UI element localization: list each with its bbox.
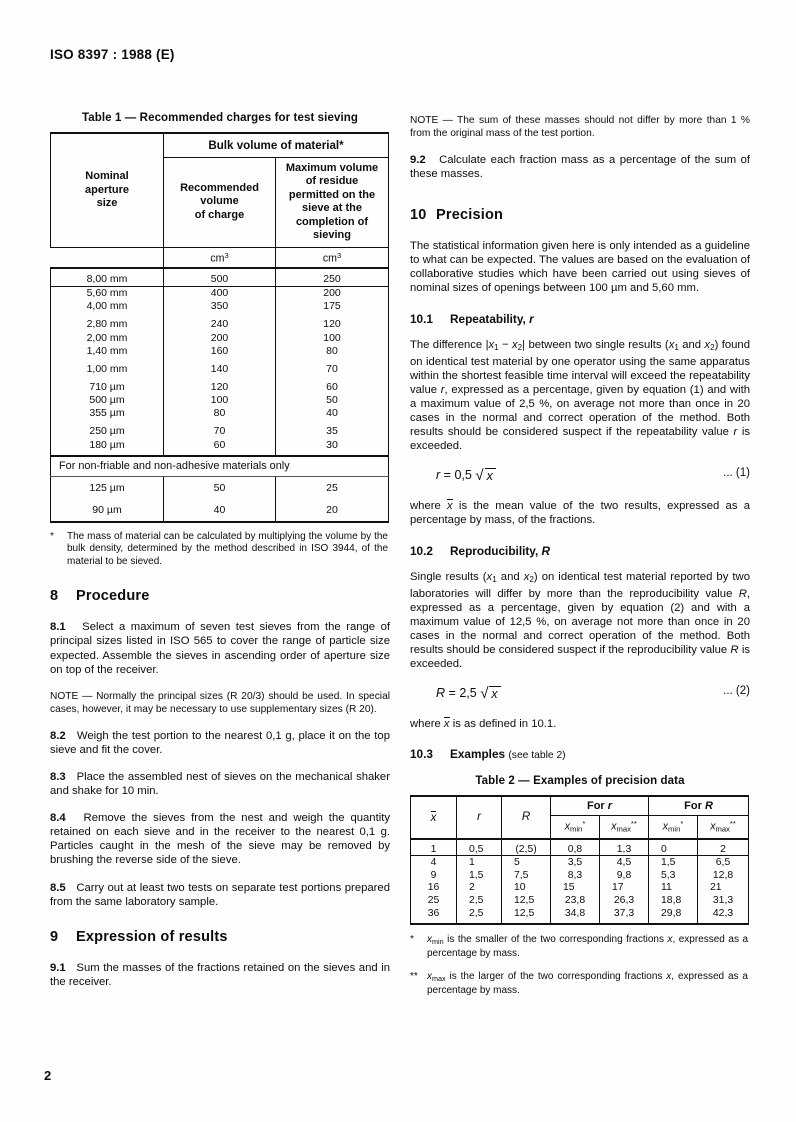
table1-row: 8,00 mm 500 250	[51, 268, 389, 286]
equation-1: r = 0,5 √ x ... (1)	[436, 467, 750, 485]
paragraph-where-1: where x is the mean value of the two results, expressed as a percentage by mass, of the fractions.	[410, 500, 750, 527]
table1-caption: Table 1 — Recommended charges for test sieving	[82, 112, 358, 124]
paragraph-8-3: 8.3 Place the assembled nest of sieves on the mechanical shaker and shake for 10 min.	[50, 770, 390, 798]
table2-head-r-xmax: $x_{max}^{**}$	[600, 816, 649, 839]
table2-head-R: R	[502, 796, 551, 838]
table1-row: 2,00 mm 200 100	[51, 331, 389, 344]
table1-row: 90 µm 40 20	[51, 499, 389, 522]
table1-head-maximum: Maximum volume of residue permitted on the sieve at the completion of sieving	[276, 157, 389, 247]
table2	[410, 795, 749, 924]
table2-row: 36 2,5 12,5 34,8 37,3 29,8 42,3	[411, 907, 749, 924]
table1-footnote: * The mass of material can be calculated by multiplying the volume by the bulk density, determined by the method described in ISO 3944, of the material to be sieved.	[50, 530, 388, 567]
table2-head-r: r	[457, 796, 502, 838]
table1-header-row-1	[51, 133, 389, 157]
table1-unit-left: $cm^3$	[164, 247, 276, 268]
left-column	[50, 112, 390, 1002]
table2-head-xbar: x	[411, 796, 457, 838]
table1-row: 2,80 mm 240 120	[51, 313, 389, 331]
section-10-3-heading: 10.3 Examples (see table 2)	[410, 747, 566, 762]
table1-footnote-marker: *	[50, 530, 54, 542]
sqrt-icon: √	[480, 685, 489, 703]
table1-row: 180 µm 60 30	[51, 438, 389, 456]
table2-head-for-R: For R	[649, 796, 749, 816]
table1-row: 5,60 mm 400 200	[51, 286, 389, 300]
table2-head-R-xmax: $x_{max}^{**}$	[698, 816, 749, 839]
equation-1-number: ... (1)	[723, 467, 750, 480]
table1-subheading-row	[51, 456, 389, 477]
table2-row: 1 0,5 (2,5) 0,8 1,3 0 2	[411, 839, 749, 856]
paragraph-10-2: Single results ($x_1$ and $x_2$) on identical test material reported by two laboratories will differ by more than the reproducibility value R, expressed as a percentage, given by equation (2) and with a maximum value of 12,5 %, on average not more than once in 20 cases in the normal and correct operation of the method. Both results should be considered suspect if the reproducibility value R is exceeded.	[410, 570, 750, 671]
table1-unit-right: $cm^3$	[276, 247, 389, 268]
table2-footnote-1-marker: *	[410, 933, 414, 945]
table2-head-R-xmin: $x_{min}^*$	[649, 816, 698, 839]
table2-footnote-1: * $x_{min}$ is the smaller of the two corresponding fractions x, expressed as a percentage by mass.	[410, 933, 749, 959]
table2-footnote-2-marker: **	[410, 970, 418, 982]
paragraph-8-5: 8.5 Carry out at least two tests on separate test portions prepared from the same laboratory sample.	[50, 881, 390, 908]
table2-row: 16 2 10 15 17 11 21	[411, 882, 749, 895]
paragraph-8-2: 8.2 Weigh the test portion to the nearest 0,1 g, place it on the top sieve and fit the cover.	[50, 729, 390, 756]
sqrt-icon: √	[475, 467, 484, 485]
note-8-1: NOTE — Normally the principal sizes (R 20/3) should be used. In special cases, however, it may be necessary to use supplementary sizes (R 20).	[50, 690, 390, 715]
table1-head-recommended: Recommended volume of charge	[164, 157, 276, 247]
table2-row: 25 2,5 12,5 23,8 26,3 18,8 31,3	[411, 894, 749, 907]
table1-row: 710 µm 120 60	[51, 375, 389, 393]
paragraph-10-1: The difference $|x_1 - x_2|$ between two single results ($x_1$ and $x_2$) found on identical test material by one operator using the same apparatus within the shortest feasible time interval will exceed the repeatability value r, expressed as a percentage, given by equation (1) and with a maximum value of 2,5 %, on average not more than once in 20 cases in the normal and correct operation of the method. Both results should be considered suspect if the repeatability value r is exceeded.	[410, 338, 750, 453]
section-10-2-heading: 10.2 Reproducibility, R	[410, 543, 551, 558]
paragraph-8-4: 8.4 Remove the sieves from the nest and weigh the quantity retained on each sieve and in the receiver to the nearest 0,1 g. Particles caught in the mesh of the sieve may be removed by brushing the reverse side of the sieve.	[50, 812, 391, 867]
table2-caption: Table 2 — Examples of precision data	[475, 775, 685, 788]
table1-unit-blank	[51, 247, 164, 268]
table1-head-bulk: Bulk volume of material*	[164, 133, 389, 157]
paragraph-10-intro: The statistical information given here is only intended as a guideline to what can be expected. The values are based on the evaluation of collaborative studies which have been carried out using sieves of nominal sizes of openings between 100 µm and 5,60 mm.	[410, 240, 750, 295]
section-8-heading: 8 Procedure	[50, 588, 150, 605]
table2-head-r-xmin: $x_{min}^*$	[551, 816, 600, 839]
table1-subheading: For non-friable and non-adhesive materials only	[51, 456, 389, 477]
table1-row: 250 µm 70 35	[51, 420, 389, 438]
equation-2-number: ... (2)	[723, 685, 750, 698]
table1-row: 125 µm 50 25	[51, 476, 389, 499]
table1	[50, 132, 389, 523]
table1-row: 1,00 mm 140 70	[51, 357, 389, 375]
paragraph-8-1: 8.1 Select a maximum of seven test sieves from the range of principal sizes listed in ISO 565 to cover the range of particle size expected. Assemble the sieves in ascending order of aperture size on top of the receiver.	[50, 621, 390, 676]
table2-head-for-r: For r	[551, 796, 649, 816]
table2-row: 4 1 5 3,5 4,5 1,5 6,5	[411, 856, 749, 869]
paragraph-9-1: 9.1 Sum the masses of the fractions retained on the sieves and in the receiver.	[50, 961, 390, 988]
table2-header-row-1	[411, 796, 749, 816]
paragraph-9-2: 9.2 Calculate each fraction mass as a percentage of the sum of these masses.	[410, 154, 750, 181]
note-9-1: NOTE — The sum of these masses should not differ by more than 1 % from the original mass of the test portion.	[410, 115, 750, 139]
section-10-1-heading: 10.1 Repeatability, r	[410, 311, 534, 326]
table1-row: 1,40 mm 160 80	[51, 344, 389, 357]
document-header: ISO 8397 : 1988 (E)	[50, 47, 175, 62]
table2-footnote-2: ** $x_{max}$ is the larger of the two corresponding fractions x, expressed as a percentage by mass.	[410, 970, 748, 996]
section-9-heading: 9 Expression of results	[50, 928, 228, 945]
right-column	[410, 112, 750, 1005]
table2-row: 9 1,5 7,5 8,3 9,8 5,3 12,8	[411, 869, 749, 882]
page-number: 2	[44, 1068, 52, 1083]
table1-head-nominal: Nominal aperture size	[51, 133, 164, 247]
paragraph-where-2: where x is as defined in 10.1.	[410, 718, 557, 731]
table1-row: 4,00 mm 350 175	[51, 300, 389, 313]
table1-unit-row	[51, 247, 389, 268]
equation-2: R = 2,5 √ x ... (2)	[436, 685, 750, 703]
table1-row: 500 µm 100 50	[51, 394, 389, 407]
section-10-heading: 10 Precision	[410, 207, 504, 224]
table1-row: 355 µm 80 40	[51, 407, 389, 420]
